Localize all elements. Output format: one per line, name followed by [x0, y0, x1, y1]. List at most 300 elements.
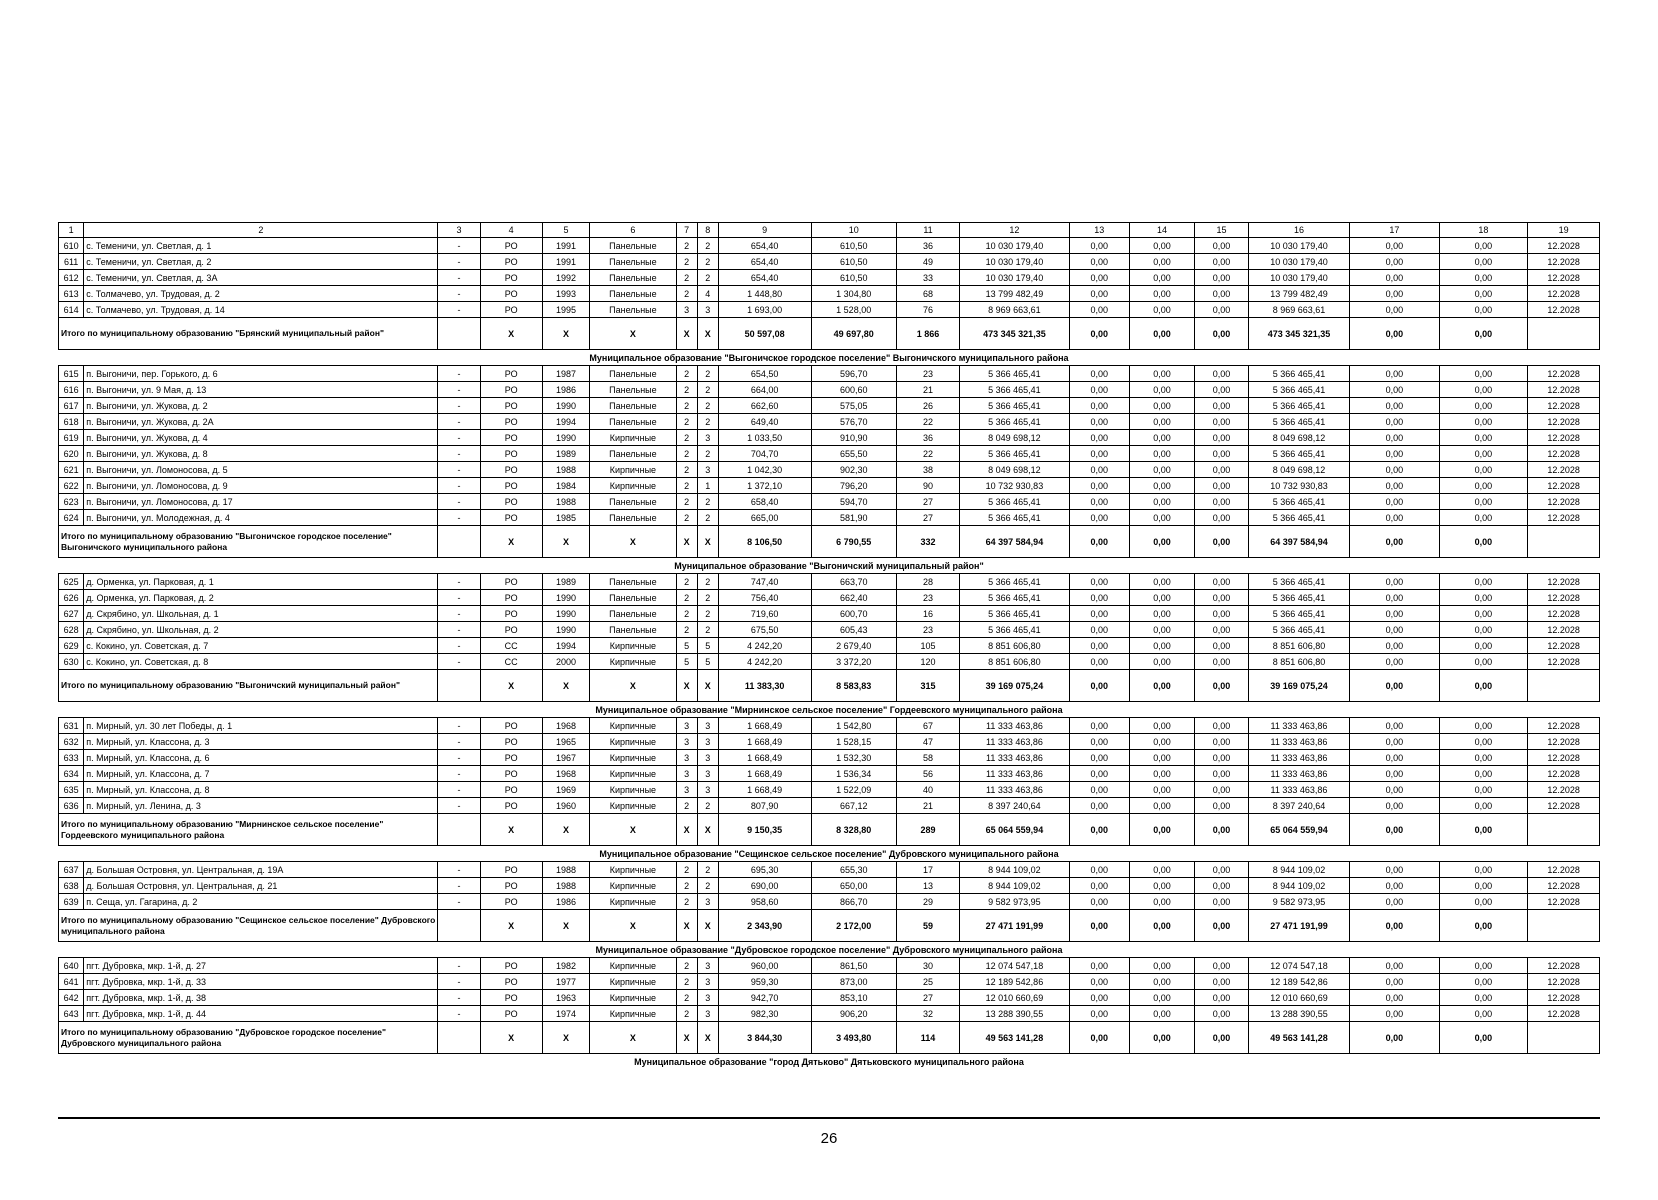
total-cell: 8 328,80: [811, 814, 896, 846]
header-cell: 10: [811, 223, 896, 238]
table-cell: 1990: [542, 606, 589, 622]
table-cell: 650,00: [811, 878, 896, 894]
table-row: [59, 430, 1600, 446]
table-cell: 0,00: [1439, 414, 1528, 430]
table-row: [59, 990, 1600, 1006]
table-body: [59, 223, 1600, 1070]
table-cell: -: [438, 366, 480, 382]
table-cell: 576,70: [811, 414, 896, 430]
table-cell: РО: [480, 510, 542, 526]
table-cell: 0,00: [1350, 270, 1440, 286]
table-row: [59, 382, 1600, 398]
table-cell: 8 397 240,64: [960, 798, 1070, 814]
table-cell: 0,00: [1350, 958, 1440, 974]
table-cell: 12.2028: [1528, 878, 1600, 894]
table-row: [59, 254, 1600, 270]
table-row: [59, 414, 1600, 430]
table-cell: 2: [697, 414, 718, 430]
table-cell: -: [438, 798, 480, 814]
table-cell: 0,00: [1350, 414, 1440, 430]
table-cell: 5 366 465,41: [1248, 590, 1349, 606]
table-cell: 1963: [542, 990, 589, 1006]
table-cell: -: [438, 254, 480, 270]
table-cell: 0,00: [1350, 990, 1440, 1006]
table-cell: 2: [697, 622, 718, 638]
table-cell: 3: [697, 430, 718, 446]
table-cell: -: [438, 974, 480, 990]
header-cell: 8: [697, 223, 718, 238]
table-cell: 5: [676, 654, 697, 670]
section-title-row: [59, 350, 1600, 366]
table-row: [59, 622, 1600, 638]
table-cell: 12.2028: [1528, 782, 1600, 798]
table-cell: 0,00: [1350, 478, 1440, 494]
table-cell: 2: [697, 398, 718, 414]
table-cell: Кирпичные: [590, 766, 676, 782]
table-cell: 120: [896, 654, 959, 670]
table-cell: 0,00: [1129, 798, 1194, 814]
address-cell: д. Скрябино, ул. Школьная, д. 1: [84, 606, 438, 622]
table-cell: -: [438, 510, 480, 526]
total-cell: 0,00: [1129, 814, 1194, 846]
table-cell: 623: [59, 494, 84, 510]
table-cell: РО: [480, 462, 542, 478]
address-cell: д. Орменка, ул. Парковая, д. 1: [84, 574, 438, 590]
table-cell: 0,00: [1350, 654, 1440, 670]
table-cell: 0,00: [1195, 990, 1249, 1006]
address-cell: п. Мирный, ул. Классона, д. 8: [84, 782, 438, 798]
table-cell: 13 288 390,55: [1248, 1006, 1349, 1022]
table-cell: РО: [480, 974, 542, 990]
table-cell: 3: [697, 734, 718, 750]
table-cell: 0,00: [1195, 414, 1249, 430]
table-cell: 617: [59, 398, 84, 414]
table-cell: 902,30: [811, 462, 896, 478]
total-cell: 1 866: [896, 318, 959, 350]
table-cell: 0,00: [1069, 782, 1129, 798]
table-cell: 10 030 179,40: [960, 270, 1070, 286]
address-cell: пгт. Дубровка, мкр. 1-й, д. 27: [84, 958, 438, 974]
table-cell: 3: [676, 766, 697, 782]
table-cell: -: [438, 462, 480, 478]
table-cell: 8 944 109,02: [960, 878, 1070, 894]
table-cell: 634: [59, 766, 84, 782]
table-cell: 1 542,80: [811, 718, 896, 734]
table-cell: 2: [697, 862, 718, 878]
table-cell: 0,00: [1129, 750, 1194, 766]
table-cell: 610,50: [811, 238, 896, 254]
table-cell: 637: [59, 862, 84, 878]
table-cell: РО: [480, 782, 542, 798]
table-cell: 12 010 660,69: [960, 990, 1070, 1006]
table-cell: Панельные: [590, 382, 676, 398]
table-cell: 3: [697, 302, 718, 318]
table-cell: -: [438, 894, 480, 910]
table-cell: 0,00: [1350, 430, 1440, 446]
table-cell: -: [438, 782, 480, 798]
section-title: Муниципальное образование "Выгоничский муниципальный район": [59, 558, 1600, 574]
table-cell: 639: [59, 894, 84, 910]
table-cell: Кирпичные: [590, 990, 676, 1006]
total-cell: X: [697, 910, 718, 942]
total-cell: [1528, 814, 1600, 846]
table-cell: 626: [59, 590, 84, 606]
table-cell: 2: [697, 382, 718, 398]
table-cell: 0,00: [1129, 718, 1194, 734]
table-cell: 5: [697, 638, 718, 654]
table-cell: Кирпичные: [590, 862, 676, 878]
table-cell: 0,00: [1069, 590, 1129, 606]
total-cell: 289: [896, 814, 959, 846]
header-cell: 7: [676, 223, 697, 238]
table-cell: 105: [896, 638, 959, 654]
header-cell: 19: [1528, 223, 1600, 238]
table-cell: 0,00: [1129, 270, 1194, 286]
table-cell: 0,00: [1129, 574, 1194, 590]
table-cell: 8 397 240,64: [1248, 798, 1349, 814]
table-cell: 0,00: [1195, 494, 1249, 510]
table-cell: 5 366 465,41: [960, 446, 1070, 462]
table-cell: 3: [697, 462, 718, 478]
table-cell: 2: [676, 398, 697, 414]
table-cell: 5 366 465,41: [1248, 622, 1349, 638]
table-cell: 0,00: [1439, 446, 1528, 462]
table-cell: -: [438, 862, 480, 878]
table-cell: 0,00: [1350, 462, 1440, 478]
table-cell: 11 333 463,86: [1248, 718, 1349, 734]
table-cell: 0,00: [1129, 510, 1194, 526]
table-cell: 0,00: [1439, 878, 1528, 894]
table-cell: 0,00: [1195, 1006, 1249, 1022]
table-cell: 2: [697, 270, 718, 286]
table-cell: 0,00: [1069, 494, 1129, 510]
table-cell: 67: [896, 718, 959, 734]
table-cell: 3 372,20: [811, 654, 896, 670]
table-cell: 11 333 463,86: [960, 718, 1070, 734]
table-cell: 0,00: [1350, 366, 1440, 382]
table-cell: 982,30: [718, 1006, 811, 1022]
table-cell: 0,00: [1069, 446, 1129, 462]
total-label: Итого по муниципальному образованию "Выгоничское городское поселение" Выгоничского муниципального района: [59, 526, 438, 558]
table-cell: 0,00: [1069, 574, 1129, 590]
total-cell: 114: [896, 1022, 959, 1054]
table-cell: 8 851 606,80: [960, 638, 1070, 654]
total-cell: 0,00: [1069, 1022, 1129, 1054]
address-cell: п. Выгоничи, ул. Жукова, д. 2А: [84, 414, 438, 430]
table-cell: 1984: [542, 478, 589, 494]
table-cell: -: [438, 270, 480, 286]
table-cell: 0,00: [1129, 382, 1194, 398]
address-cell: пгт. Дубровка, мкр. 1-й, д. 38: [84, 990, 438, 1006]
table-cell: 654,40: [718, 254, 811, 270]
table-cell: 0,00: [1439, 254, 1528, 270]
table-cell: 610,50: [811, 254, 896, 270]
total-cell: 0,00: [1350, 1022, 1440, 1054]
table-cell: 0,00: [1350, 878, 1440, 894]
table-cell: 68: [896, 286, 959, 302]
table-cell: 0,00: [1195, 638, 1249, 654]
table-cell: 0,00: [1439, 766, 1528, 782]
total-cell: 0,00: [1069, 814, 1129, 846]
total-cell: 2 343,90: [718, 910, 811, 942]
table-cell: 0,00: [1195, 782, 1249, 798]
table-cell: РО: [480, 990, 542, 1006]
table-cell: 25: [896, 974, 959, 990]
table-cell: 2: [676, 430, 697, 446]
table-cell: 1960: [542, 798, 589, 814]
table-cell: 11 333 463,86: [960, 734, 1070, 750]
table-cell: 0,00: [1129, 478, 1194, 494]
table-cell: 3: [697, 782, 718, 798]
total-cell: [438, 318, 480, 350]
table-cell: 0,00: [1069, 414, 1129, 430]
table-cell: СС: [480, 638, 542, 654]
table-cell: 12.2028: [1528, 766, 1600, 782]
table-cell: 1 668,49: [718, 782, 811, 798]
total-cell: 50 597,08: [718, 318, 811, 350]
total-cell: X: [590, 1022, 676, 1054]
total-cell: 315: [896, 670, 959, 702]
total-cell: [1528, 318, 1600, 350]
section-title: Муниципальное образование "Выгоничское городское поселение" Выгоничского муниципального района: [59, 350, 1600, 366]
table-cell: 0,00: [1129, 462, 1194, 478]
table-cell: 5 366 465,41: [1248, 446, 1349, 462]
table-cell: 614: [59, 302, 84, 318]
table-cell: 2: [676, 382, 697, 398]
table-cell: -: [438, 622, 480, 638]
total-cell: 64 397 584,94: [960, 526, 1070, 558]
table-cell: 1988: [542, 494, 589, 510]
table-cell: 0,00: [1129, 398, 1194, 414]
table-cell: 2: [676, 254, 697, 270]
table-cell: 27: [896, 494, 959, 510]
table-cell: 0,00: [1439, 622, 1528, 638]
table-cell: 0,00: [1439, 510, 1528, 526]
table-cell: 0,00: [1350, 782, 1440, 798]
header-cell: 11: [896, 223, 959, 238]
table-cell: 3: [697, 958, 718, 974]
table-cell: 621: [59, 462, 84, 478]
table-cell: 12 189 542,86: [960, 974, 1070, 990]
table-cell: 0,00: [1129, 366, 1194, 382]
table-cell: 0,00: [1439, 590, 1528, 606]
total-cell: X: [676, 814, 697, 846]
table-cell: 1: [697, 478, 718, 494]
header-cell: 15: [1195, 223, 1249, 238]
total-cell: 11 383,30: [718, 670, 811, 702]
table-cell: 5 366 465,41: [1248, 494, 1349, 510]
table-cell: 12.2028: [1528, 862, 1600, 878]
table-cell: 0,00: [1069, 990, 1129, 1006]
total-cell: 0,00: [1439, 814, 1528, 846]
table-cell: 610: [59, 238, 84, 254]
table-cell: 3: [676, 718, 697, 734]
total-cell: 0,00: [1439, 318, 1528, 350]
table-cell: 630: [59, 654, 84, 670]
address-cell: п. Выгоничи, ул. Жукова, д. 8: [84, 446, 438, 462]
table-cell: 5 366 465,41: [1248, 366, 1349, 382]
table-cell: 3: [697, 990, 718, 1006]
table-cell: 0,00: [1129, 430, 1194, 446]
table-cell: 13 799 482,49: [960, 286, 1070, 302]
table-row: [59, 462, 1600, 478]
table-cell: 0,00: [1195, 286, 1249, 302]
table-cell: 0,00: [1439, 894, 1528, 910]
total-cell: X: [676, 318, 697, 350]
table-cell: 622: [59, 478, 84, 494]
table-cell: РО: [480, 254, 542, 270]
section-title-row: [59, 1054, 1600, 1070]
table-cell: 910,90: [811, 430, 896, 446]
table-row: [59, 654, 1600, 670]
total-cell: 3 844,30: [718, 1022, 811, 1054]
table-cell: 2: [676, 974, 697, 990]
total-cell: 3 493,80: [811, 1022, 896, 1054]
table-cell: 3: [697, 718, 718, 734]
table-cell: 0,00: [1195, 238, 1249, 254]
table-cell: -: [438, 878, 480, 894]
table-cell: 0,00: [1350, 718, 1440, 734]
table-cell: 0,00: [1069, 462, 1129, 478]
address-cell: с. Теменичи, ул. Светлая, д. 2: [84, 254, 438, 270]
table-cell: 0,00: [1439, 574, 1528, 590]
header-cell: 17: [1350, 223, 1440, 238]
table-cell: 27: [896, 510, 959, 526]
table-cell: -: [438, 990, 480, 1006]
table-cell: 5 366 465,41: [1248, 574, 1349, 590]
table-row: [59, 510, 1600, 526]
table-cell: 11 333 463,86: [1248, 766, 1349, 782]
table-cell: 12.2028: [1528, 798, 1600, 814]
table-cell: 0,00: [1069, 798, 1129, 814]
table-cell: -: [438, 286, 480, 302]
page-number: 26: [820, 1130, 838, 1147]
table-cell: 747,40: [718, 574, 811, 590]
table-cell: 605,43: [811, 622, 896, 638]
table-cell: 0,00: [1350, 766, 1440, 782]
table-cell: 2 679,40: [811, 638, 896, 654]
table-cell: 0,00: [1069, 654, 1129, 670]
table-cell: Кирпичные: [590, 478, 676, 494]
table-cell: 10 030 179,40: [1248, 270, 1349, 286]
total-cell: 0,00: [1129, 670, 1194, 702]
table-cell: 0,00: [1195, 254, 1249, 270]
total-cell: 65 064 559,94: [960, 814, 1070, 846]
table-cell: 0,00: [1439, 302, 1528, 318]
total-cell: X: [676, 1022, 697, 1054]
table-cell: 654,50: [718, 366, 811, 382]
table-cell: 0,00: [1195, 734, 1249, 750]
total-cell: X: [590, 526, 676, 558]
table-cell: 1986: [542, 382, 589, 398]
table-cell: 0,00: [1069, 1006, 1129, 1022]
table-cell: 12.2028: [1528, 750, 1600, 766]
table-cell: 5: [676, 638, 697, 654]
table-cell: 0,00: [1195, 382, 1249, 398]
table-cell: 12.2028: [1528, 606, 1600, 622]
address-cell: пгт. Дубровка, мкр. 1-й, д. 33: [84, 974, 438, 990]
table-cell: 2: [697, 878, 718, 894]
table-cell: 76: [896, 302, 959, 318]
table-cell: 0,00: [1069, 734, 1129, 750]
table-cell: Панельные: [590, 270, 676, 286]
table-cell: 1988: [542, 878, 589, 894]
table-cell: 36: [896, 430, 959, 446]
table-cell: 2: [676, 958, 697, 974]
table-row: [59, 718, 1600, 734]
table-cell: 0,00: [1350, 798, 1440, 814]
total-cell: 0,00: [1069, 670, 1129, 702]
table-cell: 1 528,15: [811, 734, 896, 750]
table-cell: 0,00: [1439, 990, 1528, 1006]
table-cell: 0,00: [1129, 894, 1194, 910]
table-cell: 1991: [542, 238, 589, 254]
table-cell: -: [438, 766, 480, 782]
table-cell: 675,50: [718, 622, 811, 638]
table-cell: 0,00: [1129, 286, 1194, 302]
table-cell: 0,00: [1129, 990, 1194, 1006]
table-cell: 0,00: [1350, 974, 1440, 990]
table-cell: 12.2028: [1528, 1006, 1600, 1022]
table-cell: 12.2028: [1528, 430, 1600, 446]
table-cell: 0,00: [1350, 1006, 1440, 1022]
table-cell: 2: [676, 590, 697, 606]
total-cell: 0,00: [1439, 910, 1528, 942]
total-cell: [1528, 910, 1600, 942]
total-cell: X: [590, 318, 676, 350]
table-cell: 0,00: [1195, 622, 1249, 638]
table-row: [59, 638, 1600, 654]
table-cell: 36: [896, 238, 959, 254]
table-cell: Панельные: [590, 494, 676, 510]
table-cell: Панельные: [590, 622, 676, 638]
table-cell: 2: [697, 510, 718, 526]
table-cell: 13 288 390,55: [960, 1006, 1070, 1022]
total-label: Итого по муниципальному образованию "Мирнинское сельское поселение" Гордеевского муниципального района: [59, 814, 438, 846]
table-cell: 0,00: [1129, 1006, 1194, 1022]
header-cell: 2: [84, 223, 438, 238]
table-cell: 2: [697, 798, 718, 814]
table-cell: 665,00: [718, 510, 811, 526]
table-cell: 649,40: [718, 414, 811, 430]
section-title-row: [59, 558, 1600, 574]
table-cell: 12.2028: [1528, 286, 1600, 302]
address-cell: п. Мирный, ул. Классона, д. 6: [84, 750, 438, 766]
table-cell: 5 366 465,41: [1248, 510, 1349, 526]
table-cell: 33: [896, 270, 959, 286]
total-cell: [438, 1022, 480, 1054]
table-cell: Панельные: [590, 590, 676, 606]
table-cell: РО: [480, 238, 542, 254]
table-cell: 2: [676, 862, 697, 878]
total-cell: 0,00: [1439, 670, 1528, 702]
table-cell: 662,60: [718, 398, 811, 414]
table-cell: 11 333 463,86: [960, 766, 1070, 782]
table-cell: 2: [676, 238, 697, 254]
table-row: [59, 302, 1600, 318]
table-cell: 2: [697, 366, 718, 382]
table-cell: 0,00: [1439, 462, 1528, 478]
table-cell: 629: [59, 638, 84, 654]
table-cell: 0,00: [1069, 366, 1129, 382]
table-cell: 1991: [542, 254, 589, 270]
table-cell: 0,00: [1069, 254, 1129, 270]
total-cell: 0,00: [1350, 318, 1440, 350]
table-cell: 0,00: [1129, 590, 1194, 606]
table-cell: 5 366 465,41: [960, 606, 1070, 622]
table-cell: 2000: [542, 654, 589, 670]
table-cell: 8 049 698,12: [1248, 430, 1349, 446]
